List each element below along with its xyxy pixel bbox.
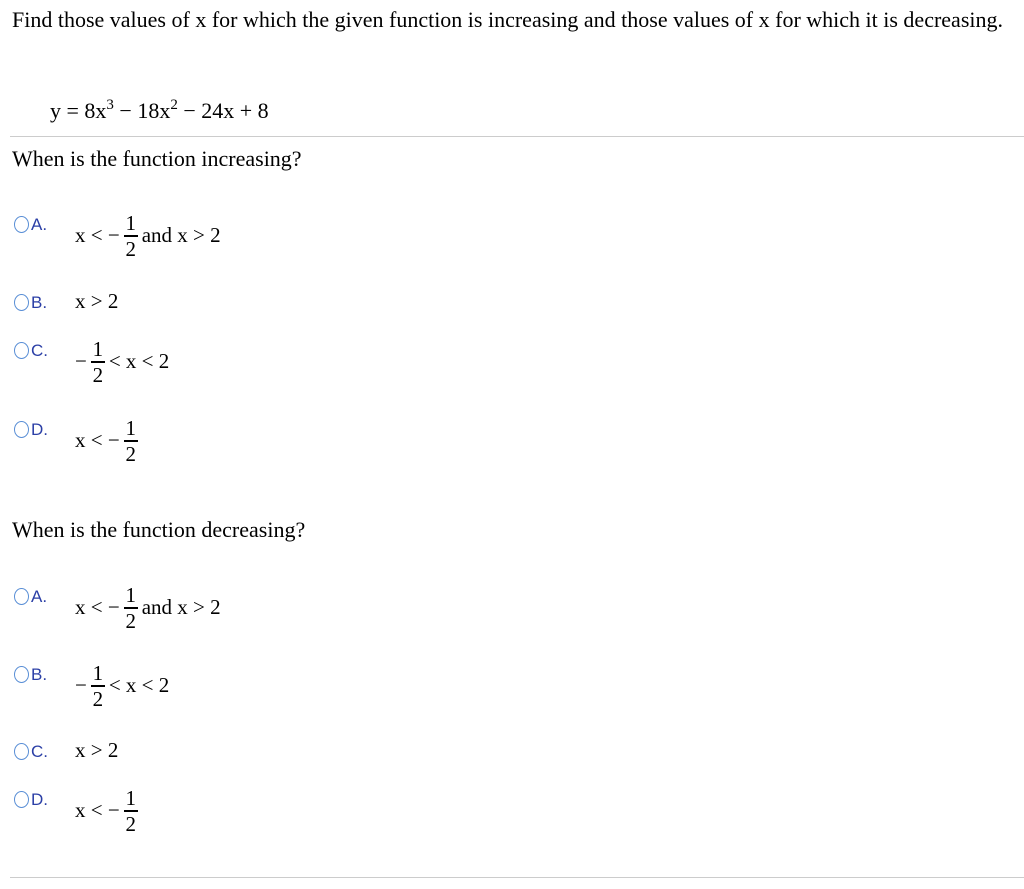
option-letter: A. xyxy=(31,587,48,606)
option-letter: D. xyxy=(31,790,48,809)
answer-suffix: and x > 2 xyxy=(141,223,221,248)
radio-button[interactable] xyxy=(14,342,29,359)
fraction xyxy=(124,417,138,465)
denominator: 2 xyxy=(92,686,104,711)
numerator: 1 xyxy=(125,583,136,607)
answer-prefix: x < − xyxy=(75,223,120,248)
fraction xyxy=(124,584,138,632)
fraction xyxy=(91,338,105,386)
decreasing-option-c[interactable] xyxy=(14,738,119,762)
numerator: 1 xyxy=(125,211,136,235)
radio-button[interactable] xyxy=(14,588,29,605)
increasing-option-b[interactable] xyxy=(14,289,119,313)
option-answer xyxy=(75,417,142,465)
option-letter: C. xyxy=(31,742,48,761)
increasing-option-c[interactable] xyxy=(14,337,170,387)
decreasing-option-d[interactable] xyxy=(14,786,136,836)
option-answer xyxy=(75,584,221,632)
eq-exponent: 3 xyxy=(106,97,114,113)
denominator: 2 xyxy=(125,236,136,261)
radio-button[interactable] xyxy=(14,294,29,311)
radio-button[interactable] xyxy=(14,666,29,683)
option-answer xyxy=(75,212,221,260)
denominator: 2 xyxy=(125,811,136,836)
answer-suffix: < x < 2 xyxy=(108,349,170,374)
eq-exponent: 2 xyxy=(170,97,178,113)
radio-button[interactable] xyxy=(14,421,29,438)
option-letter: C. xyxy=(31,341,48,360)
answer-prefix: x < − xyxy=(75,595,120,620)
eq-part: − 24x + 8 xyxy=(177,98,269,123)
decreasing-option-a[interactable] xyxy=(14,583,221,633)
option-answer: x > 2 xyxy=(75,738,119,762)
fraction xyxy=(124,212,138,260)
option-letter: B. xyxy=(31,293,48,312)
eq-part: y = 8x xyxy=(50,98,107,123)
answer-prefix: − xyxy=(75,349,87,374)
option-letter: A. xyxy=(31,215,48,234)
option-answer xyxy=(75,338,169,386)
radio-button[interactable] xyxy=(14,216,29,233)
increasing-option-a[interactable] xyxy=(14,211,221,261)
answer-prefix: x < − xyxy=(75,428,120,453)
question-text: Find those values of x for which the given function is increasing and those values of x for which it is decreasing. xyxy=(12,7,1003,32)
answer-suffix: and x > 2 xyxy=(141,595,221,620)
radio-button[interactable] xyxy=(14,743,29,760)
option-letter: D. xyxy=(31,420,48,439)
answer-prefix: x < − xyxy=(75,798,120,823)
decreasing-option-b[interactable] xyxy=(14,661,170,711)
numerator: 1 xyxy=(92,337,104,361)
increasing-option-d[interactable] xyxy=(14,416,136,466)
divider xyxy=(10,877,1024,878)
fraction xyxy=(91,662,105,710)
eq-part: − 18x xyxy=(113,98,171,123)
fraction xyxy=(124,787,138,835)
divider xyxy=(10,136,1024,137)
radio-button[interactable] xyxy=(14,791,29,808)
denominator: 2 xyxy=(92,362,104,387)
decreasing-prompt: When is the function decreasing? xyxy=(12,517,306,542)
numerator: 1 xyxy=(125,416,136,440)
option-answer xyxy=(75,787,142,835)
denominator: 2 xyxy=(125,608,136,633)
numerator: 1 xyxy=(92,661,104,685)
answer-prefix: − xyxy=(75,673,87,698)
denominator: 2 xyxy=(125,441,136,466)
option-answer: x > 2 xyxy=(75,289,119,313)
option-letter: B. xyxy=(31,665,48,684)
increasing-prompt: When is the function increasing? xyxy=(12,146,302,171)
equation xyxy=(50,98,269,124)
numerator: 1 xyxy=(125,786,136,810)
option-answer xyxy=(75,662,169,710)
answer-suffix: < x < 2 xyxy=(108,673,170,698)
